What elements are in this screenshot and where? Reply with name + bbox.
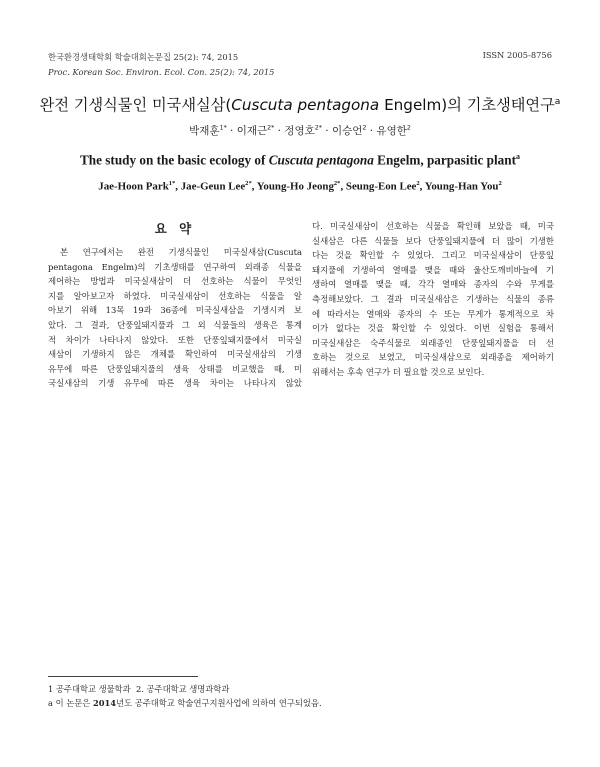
abstract-line: 국실새삼의 기생 유무에 따른 생육 차이는 나타나지 않았 bbox=[48, 378, 302, 389]
abstract-line: 측정해보았다. 그 결과 미국실새삼은 기생하는 식물의 종류 bbox=[312, 293, 554, 304]
author-ko-affiliation: 1* bbox=[219, 124, 227, 132]
author-ko: 박재훈 bbox=[189, 125, 220, 137]
abstract-line: 새삼이 기생하지 않은 개체를 확인하여 미국실새삼의 기생 bbox=[48, 349, 302, 360]
abstract-line: 다는 것을 확인할 수 있었다. 그리고 미국실새삼이 단풍잎 bbox=[312, 250, 554, 261]
author-en-affiliation: 2 bbox=[498, 180, 502, 187]
title-korean bbox=[0, 94, 600, 115]
abstract-line: 았다. 그 결과, 단풍잎돼지풀과 그 외 식물들의 생육은 통계 bbox=[48, 319, 302, 330]
title-ko-pre: 완전 기생식물인 미국새실삼( bbox=[39, 96, 232, 114]
title-ko-post: Engelm)의 기초생태연구 bbox=[379, 96, 555, 114]
abstract-line: 유무에 따른 단풍잎돼지풀의 생육 상태를 비교했을 때, 미 bbox=[48, 363, 302, 374]
footnote-divider bbox=[48, 676, 198, 677]
abstract-line: 이가 없다는 것을 확인할 수 있었다. 이번 실험을 통해서 bbox=[312, 323, 554, 334]
abstract-right-column bbox=[312, 219, 554, 380]
authors-korean: 박재훈$^{1*}$ · 이재근$^{2*}$ · 정영호$^{2*}$ · 이승언$^2$ · 유영한$^2$ bbox=[189, 124, 411, 137]
author-en-affiliation: 1* bbox=[168, 180, 176, 187]
author-ko: 이승언 bbox=[331, 125, 363, 137]
authors-english: Jae-Hoon Park$^{1*}$, Jae-Geun Lee$^{2*}$, Young-Ho Jeong$^{2*}$, Seung-Eon Lee$^2$, Young-Han You$^2$ bbox=[98, 180, 502, 193]
issn: ISSN 2005-8756 bbox=[482, 50, 552, 60]
author-ko: 이재근 bbox=[236, 125, 268, 137]
author-en-affiliation: 2* bbox=[333, 180, 341, 187]
author-en: Jae-Hoon Park bbox=[98, 180, 169, 193]
author-en: Young-Ho Jeong bbox=[256, 180, 334, 193]
footnote-marker: 2. bbox=[135, 684, 144, 694]
abstract-line: 지를 알아보고자 하였다. 미국실새삼이 선호하는 식물을 알 bbox=[48, 290, 302, 301]
abstract-heading: 요 약 bbox=[154, 221, 196, 236]
footnote-text: 년도 공주대학교 학술연구지원사업에 의하여 연구되었음. bbox=[116, 698, 322, 708]
author-en-affiliation: 2 bbox=[416, 180, 420, 187]
title-en-footnote-mark: a bbox=[516, 152, 520, 161]
journal-citation-en: Proc. Korean Soc. Environ. Ecol. Con. 25(2): 74, 2015 bbox=[48, 67, 275, 77]
footnote-affiliations bbox=[48, 682, 229, 696]
footnote-text: 이 논문은 bbox=[55, 698, 91, 708]
abstract-line: 제어하는 방법과 미국실새삼이 더 선호하는 식물이 무엇인 bbox=[48, 276, 302, 287]
abstract-left-column bbox=[48, 245, 302, 391]
abstract-line: 위해서는 후속 연구가 더 필요할 것으로 보인다. bbox=[312, 366, 485, 377]
abstract-line: pentagona Engelm)의 기초생태를 연구하여 외래종 식물을 bbox=[48, 261, 302, 272]
author-ko: 정영호 bbox=[284, 125, 315, 137]
author-en: Young-Han You bbox=[424, 180, 499, 193]
abstract-line: 돼지풀에 기생하여 열매를 맺을 때와 울산도깨비바늘에 기 bbox=[312, 264, 554, 275]
title-en-post: Engelm, parpasitic plant bbox=[373, 152, 517, 168]
footnote-text: 공주대학교 생명과학과 bbox=[146, 684, 230, 694]
author-en: Seung-Eon Lee bbox=[345, 180, 417, 193]
author-ko-affiliation: 2 bbox=[362, 124, 367, 132]
abstract-line: 호하는 것으로 보였고, 미국실새삼으로 외래종을 제어하기 bbox=[312, 352, 554, 363]
abstract-line: 아보기 위해 13목 19과 36종에 미국실새삼을 기생시켜 보 bbox=[48, 305, 302, 316]
journal-citation bbox=[48, 50, 274, 80]
footnote-marker: a bbox=[48, 698, 53, 708]
footnote-text: 공주대학교 생물학과 bbox=[55, 684, 131, 694]
abstract-line: 다. 미국실새삼이 선호하는 식물을 확인해 보았을 때, 미국 bbox=[312, 221, 554, 231]
abstract-line: 실새삼은 다른 식물들 보다 단풍잎돼지풀에 더 많이 기생한 bbox=[312, 235, 554, 246]
footnote-funding bbox=[48, 696, 322, 710]
author-ko-affiliation: 2* bbox=[314, 124, 322, 132]
author-ko-affiliation: 2* bbox=[267, 124, 275, 132]
title-en-italic: Cuscuta pentagona bbox=[268, 152, 374, 168]
journal-citation-ko: 한국환경생태학회 학술대회논문집 25(2): 74, 2015 bbox=[48, 52, 239, 62]
author-en-affiliation: 2* bbox=[245, 180, 252, 187]
title-ko-italic: Cuscuta pentagona bbox=[231, 96, 380, 114]
title-en-pre: The study on the basic ecology of bbox=[80, 152, 269, 168]
author-en: Jae-Geun Lee bbox=[180, 180, 246, 193]
title-english bbox=[0, 152, 600, 168]
footnote-marker: 1 bbox=[48, 684, 54, 694]
abstract-line: 생하여 열매를 맺을 때, 각각 열매와 종자의 수와 무게를 bbox=[312, 279, 554, 290]
abstract-line: 미국실새삼은 숙주식물로 외래종인 단풍잎돼지풀을 더 선 bbox=[312, 337, 554, 348]
abstract-line: 적 차이가 나타나지 않았다. 또한 단풍잎돼지풀에서 미국실 bbox=[48, 334, 302, 345]
abstract-line: 본 연구에서는 완전 기생식물인 미국실새삼(Cuscuta bbox=[60, 247, 302, 257]
author-ko: 유영한 bbox=[376, 125, 407, 137]
author-ko-affiliation: 2 bbox=[406, 124, 411, 132]
footnote-year: 2014 bbox=[92, 698, 117, 708]
title-ko-footnote-mark: a bbox=[554, 96, 561, 107]
abstract-line: 에 따라서는 열매와 종자의 수 또는 무게가 통계적으로 차 bbox=[312, 308, 554, 319]
